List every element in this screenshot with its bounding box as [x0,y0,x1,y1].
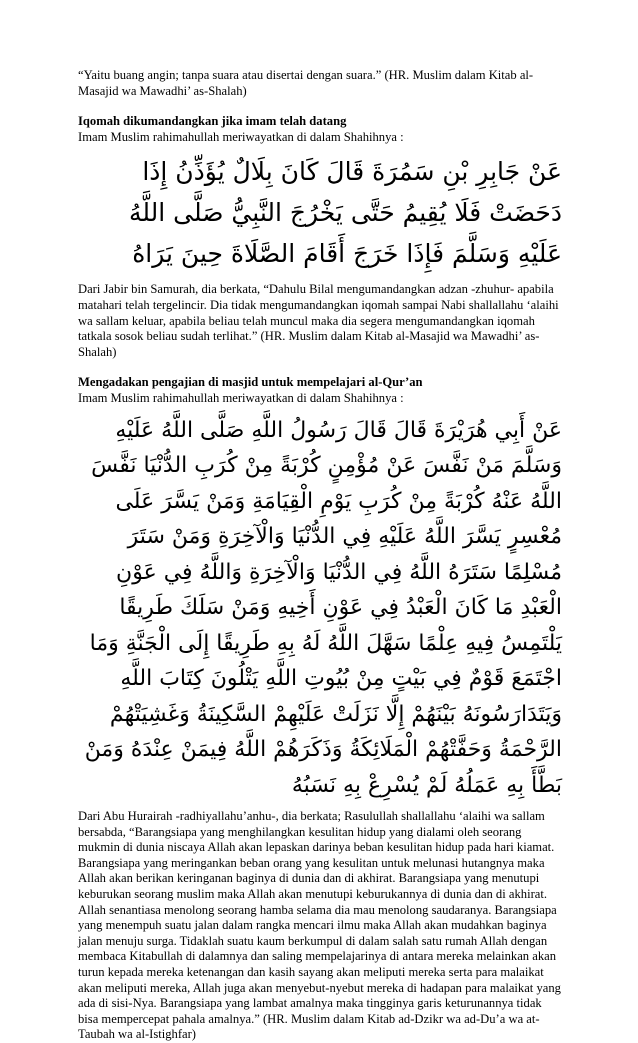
section-subheading: Imam Muslim rahimahullah meriwayatkan di dalam Shahihnya : [78,129,404,144]
arabic-hadith-text: عَنْ جَابِرِ بْنِ سَمُرَةَ قَالَ كَانَ بِلَالٌ يُؤَذِّنُ إِذَا دَحَضَتْ فَلَا يُقِيمُ حَتَّى يَخْرُجَ النَّبِيُّ صَلَّى اللَّهُ عَلَيْهِ وَسَلَّمَ فَإِذَا خَرَجَ أَقَامَ الصَّلَاةَ حِينَ يَرَاهُ [128,157,562,269]
intro-quote: “Yaitu buang angin; tanpa suara atau disertai dengan suara.” (HR. Muslim dalam Kitab al-Masajid wa Mawadhi’ as-Shalah) [78,68,534,98]
hadith-translation: Dari Abu Hurairah -radhiyallahu’anhu-, dia berkata; Rasulullah shallallahu ‘alaihi wa sallam bersabda, “Barangsiapa yang menghilangkan kesulitan hidup yang dialami oleh seorang mukmin di dunia niscaya Allah akan lepaskan darinya beban kesulitan hidup pada hari kiamat. Barangsiapa yang meringankan beban orang yang kesulitan untuk melunasi hutangnya maka Allah akan berikan keringanan baginya di dunia dan di akhirat. Barangsiapa yang menutupi keburukan seorang muslim maka Allah akan menutupi keburukannya di dunia dan di akhirat. Allah senantiasa menolong seorang hamba selama dia mau menolong saudaranya. Barangsiapa yang menempuh suatu jalan dalam rangka mencari ilmu maka Allah akan mudahkan baginya jalan menuju surga. Tidaklah suatu kaum berkumpul di dalam salah satu rumah Allah dengan membaca Kitabullah di dalamnya dan saling mempelajarinya di antara mereka melainkan akan turun kepada mereka ketenangan dan kasih sayang akan meliputi mereka serta para malaikat akan meliputi mereka, Allah juga akan menyebut-nyebut mereka di hadapan para malaikat yang ada di sisi-Nya. Barangsiapa yang lambat amalnya maka tingginya garis keturunannya tidak bisa mempercepat pahala amalnya.” (HR. Muslim dalam Kitab ad-Dzikr wa ad-Du’a wa at-Taubah wa al-Istighfar) [78,809,561,1042]
section-subheading: Imam Muslim rahimahullah meriwayatkan di dalam Shahihnya : [78,390,404,405]
document-page [78,68,562,1043]
hadith-translation: Dari Jabir bin Samurah, dia berkata, “Dahulu Bilal mengumandangkan adzan -zhuhur- apabila matahari telah tergelincir. Dia tidak mengumandangkan iqomah sampai Nabi shallallahu ‘alaihi wa sallam keluar, apabila beliau telah muncul maka dia segera mengumandangkan iqomah tatkala sosok beliau sudah terlihat.” (HR. Muslim dalam Kitab al-Masajid wa Mawadhi’ as-Shalah) [78,282,559,359]
section-pengajian [78,375,562,1043]
section-heading: Iqomah dikumandangkan jika imam telah datang [78,114,347,129]
section-heading: Mengadakan pengajian di masjid untuk mempelajari al-Qur’an [78,375,423,390]
spacer [78,360,562,375]
section-iqomah [78,114,562,360]
arabic-hadith-text: عَنْ أَبِي هُرَيْرَةَ قَالَ قَالَ رَسُولُ اللَّهِ صَلَّى اللَّهُ عَلَيْهِ وَسَلَّمَ مَنْ نَفَّسَ عَنْ مُؤْمِنٍ كُرْبَةً مِنْ كُرَبِ الدُّنْيَا نَفَّسَ اللَّهُ عَنْهُ كُرْبَةً مِنْ كُرَبِ يَوْمِ الْقِيَامَةِ وَمَنْ يَسَّرَ عَلَى مُعْسِرٍ يَسَّرَ اللَّهُ عَلَيْهِ فِي الدُّنْيَا وَالْآخِرَةِ وَمَنْ سَتَرَ مُسْلِمًا سَتَرَهُ اللَّهُ فِي الدُّنْيَا وَالْآخِرَةِ وَاللَّهُ فِي عَوْنِ الْعَبْدِ مَا كَانَ الْعَبْدُ فِي عَوْنِ أَخِيهِ وَمَنْ سَلَكَ طَرِيقًا يَلْتَمِسُ فِيهِ عِلْمًا سَهَّلَ اللَّهُ لَهُ بِهِ طَرِيقًا إِلَى الْجَنَّةِ وَمَا اجْتَمَعَ قَوْمٌ فِي بَيْتٍ مِنْ بُيُوتِ اللَّهِ يَتْلُونَ كِتَابَ اللَّهِ وَيَتَدَارَسُونَهُ بَيْنَهُمْ إِلَّا نَزَلَتْ عَلَيْهِمْ السَّكِينَةُ وَغَشِيَتْهُمْ الرَّحْمَةُ وَحَفَّتْهُمْ الْمَلَائِكَةُ وَذَكَرَهُمْ اللَّهُ فِيمَنْ عِنْدَهُ وَمَنْ بَطَّأَ بِهِ عَمَلُهُ لَمْ يُسْرِعْ بِهِ نَسَبُهُ [84,417,562,798]
spacer [78,99,562,114]
